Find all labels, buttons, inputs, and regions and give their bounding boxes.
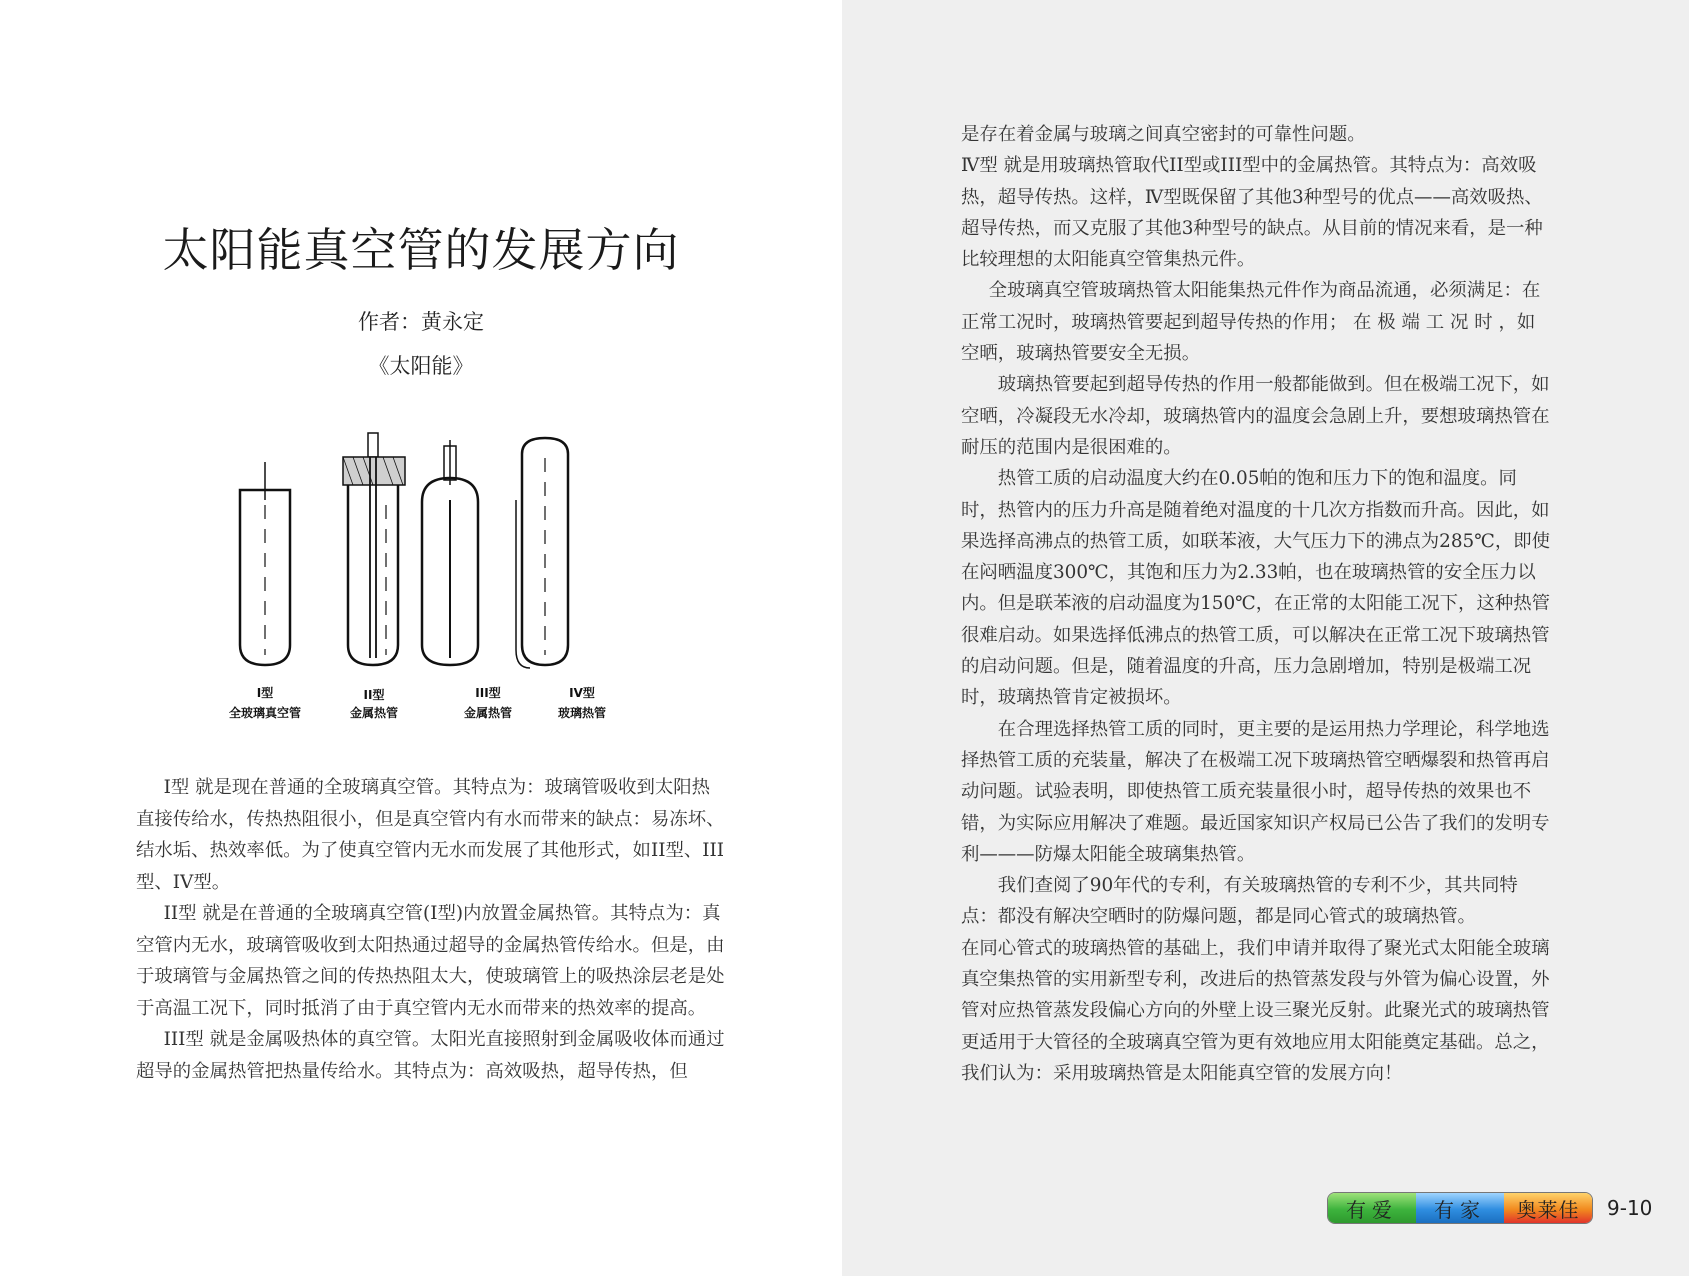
paragraph: 全玻璃真空管玻璃热管太阳能集热元件作为商品流通，必须满足：在正常工况时，玻璃热管要起到超导传热的作用； 在 极 端 工 况 时 ，如空晒，玻璃热管要安全无损。 — [961, 280, 1541, 365]
vacuum-tube-figure — [210, 430, 630, 730]
paragraph: Ⅳ型 就是用玻璃热管取代II型或III型中的金属热管。其特点为：高效吸热，超导传热。这样，Ⅳ型既保留了其他3种型号的优点——高效吸热、超导传热，而又克服了其他3种型号的缺点。从目前的情况来看，是一种比较理想的太阳能真空管集热元件。 — [961, 155, 1543, 271]
tube-diagram — [210, 430, 630, 670]
tube-type-4 — [516, 438, 568, 668]
figure-label-3: III型 金属热管 — [463, 686, 512, 720]
banner-segment-brand: 奥莱佳 — [1504, 1193, 1592, 1223]
journal-name: 《太阳能》 — [368, 354, 474, 378]
left-body-text — [136, 772, 726, 1087]
paragraph: III型 就是金属吸热体的真空管。太阳光直接照射到金属吸收体而通过超导的金属热管把热量传给水。其特点为：高效吸热，超导传热，但 — [136, 1029, 725, 1082]
banner-segment-love: 有爱 — [1328, 1193, 1416, 1223]
author-line: 作者：黄永定 — [358, 310, 484, 334]
figure-label-1: I型 全玻璃真空管 — [228, 686, 301, 720]
paragraph: 是存在着金属与玻璃之间真空密封的可靠性问题。 — [961, 124, 1366, 145]
left-page — [0, 0, 842, 1276]
paragraph: II型 就是在普通的全玻璃真空管(I型)内放置金属热管。其特点为：真空管内无水，玻璃管吸收到太阳热通过超导的金属热管传给水。但是，由于玻璃管与金属热管之间的传热热阻太大，使玻璃管上的吸热涂层老是处于高温工况下，同时抵消了由于真空管内无水而带来的热效率的提高。 — [136, 903, 725, 1019]
banner-segment-home: 有家 — [1416, 1193, 1504, 1223]
paragraph: 热管工质的启动温度大约在0.05帕的饱和压力下的饱和温度。同时，热管内的压力升高是随着绝对温度的十几次方指数而升高。因此，如果选择高沸点的热管工质，如联苯液，大气压力下的沸点为285℃，即使在闷晒温度300℃，其饱和压力为2.33帕，也在玻璃热管的安全压力以内。但是联苯液的启动温度为150℃，在正常的太阳能工况下，这种热管很难启动。如果选择低沸点的热管工质，可以解决在正常工况下玻璃热管的启动问题。但是，随着温度的升高，压力急剧增加，特别是极端工况时，玻璃热管肯定被损坏。 — [961, 468, 1551, 709]
figure-label-4: IV型 玻璃热管 — [557, 686, 606, 720]
right-body-text — [961, 119, 1553, 1089]
paragraph: 在合理选择热管工质的同时，更主要的是运用热力学理论，科学地选择热管工质的充装量，解决了在极端工况下玻璃热管空晒爆裂和热管再启动问题。试验表明，即使热管工质充装量很小时，超导传热的效果也不错，为实际应用解决了难题。最近国家知识产权局已公告了我们的发明专利———防爆太阳能全玻璃集热管。 — [961, 718, 1550, 865]
paragraph: I型 就是现在普通的全玻璃真空管。其特点为：玻璃管吸收到太阳热直接传给水，传热热阻很小，但是真空管内有水而带来的缺点：易冻坏、结水垢、热效率低。为了使真空管内无水而发展了其他形式，如II型、III型、IV型。 — [136, 777, 725, 893]
paragraph: 我们查阅了90年代的专利，有关玻璃热管的专利不少，其共同特点：都没有解决空晒时的防爆问题，都是同心管式的玻璃热管。 — [961, 875, 1518, 928]
tube-type-1 — [240, 462, 290, 665]
paragraph: 在同心管式的玻璃热管的基础上，我们申请并取得了聚光式太阳能全玻璃真空集热管的实用新型专利，改进后的热管蒸发段与外管为偏心设置，外管对应热管蒸发段偏心方向的外壁上设三聚光反射。此聚光式的玻璃热管更适用于大管径的全玻璃真空管为更有效地应用太阳能奠定基础。总之，我们认为：采用玻璃热管是太阳能真空管的发展方向！ — [961, 937, 1550, 1084]
brand-banner — [1327, 1192, 1593, 1224]
figure-label-2: II型 金属热管 — [349, 688, 398, 720]
article-title: 太阳能真空管的发展方向 — [162, 223, 680, 277]
page-number: 9-10 — [1607, 1196, 1653, 1220]
tube-type-3 — [422, 440, 478, 665]
paragraph: 玻璃热管要起到超导传热的作用一般都能做到。但在极端工况下，如空晒，冷凝段无水冷却，玻璃热管内的温度会急剧上升，要想玻璃热管在耐压的范围内是很困难的。 — [961, 374, 1550, 458]
tube-type-2 — [343, 433, 405, 665]
